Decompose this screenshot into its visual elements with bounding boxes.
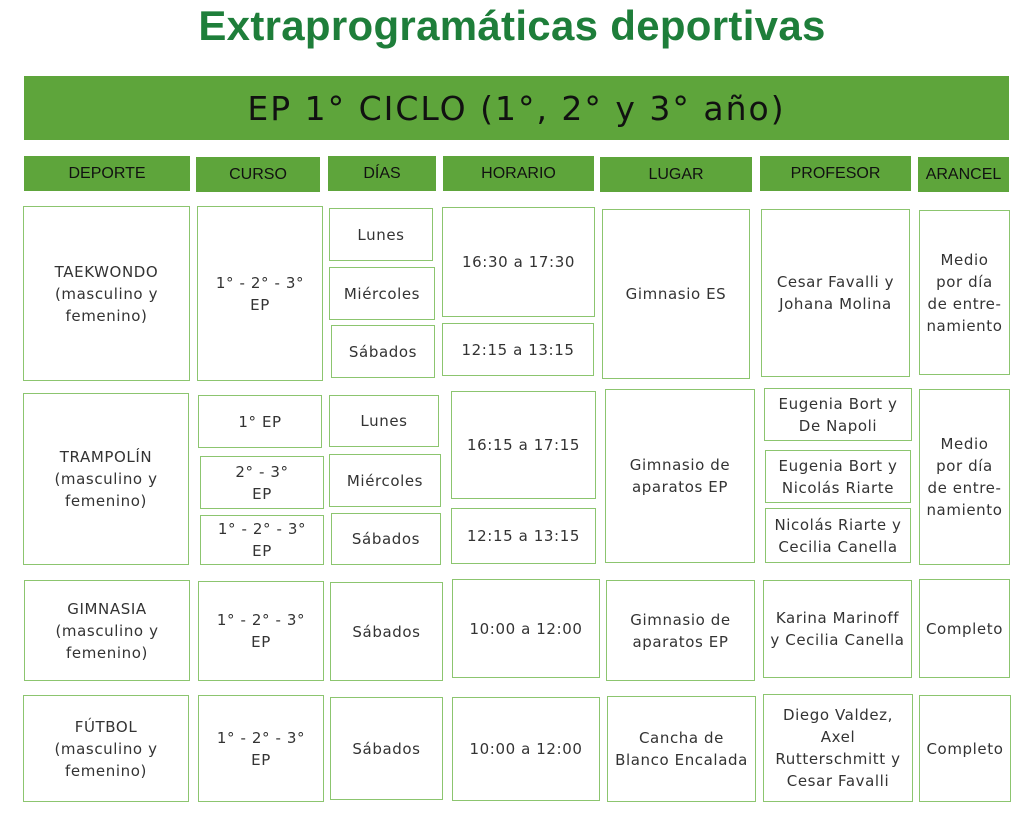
- header-profesor: PROFESOR: [760, 156, 911, 191]
- cell-arancel: Medio por día de entre- namiento: [919, 210, 1010, 375]
- cell-profesor: Nicolás Riarte y Cecilia Canella: [765, 508, 911, 563]
- header-dias: DÍAS: [328, 156, 436, 191]
- cell-curso: 1° - 2° - 3° EP: [200, 515, 324, 565]
- cell-deporte: FÚTBOL (masculino y femenino): [23, 695, 189, 802]
- cell-lugar: Gimnasio de aparatos EP: [606, 580, 755, 681]
- header-lugar: LUGAR: [600, 157, 752, 192]
- cell-profesor: Eugenia Bort y De Napoli: [764, 388, 912, 441]
- header-deporte: DEPORTE: [24, 156, 190, 191]
- cell-lugar: Gimnasio ES: [602, 209, 750, 379]
- cell-dia: Sábados: [330, 697, 443, 800]
- cell-profesor: Eugenia Bort y Nicolás Riarte: [765, 450, 911, 503]
- cell-dia: Sábados: [331, 513, 441, 565]
- cycle-banner: EP 1° CICLO (1°, 2° y 3° año): [24, 76, 1009, 140]
- cell-dia: Lunes: [329, 395, 439, 447]
- cell-horario: 10:00 a 12:00: [452, 697, 600, 801]
- cell-curso: 1° - 2° - 3° EP: [198, 581, 324, 681]
- cell-dia: Sábados: [330, 582, 443, 681]
- cell-dia: Miércoles: [329, 267, 435, 320]
- cell-lugar: Cancha de Blanco Encalada: [607, 696, 756, 802]
- cell-lugar: Gimnasio de aparatos EP: [605, 389, 755, 563]
- cell-profesor: Diego Valdez, Axel Rutterschmitt y Cesar Favalli: [763, 694, 913, 802]
- cell-profesor: Karina Marinoff y Cecilia Canella: [763, 580, 912, 678]
- cell-deporte: TAEKWONDO (masculino y femenino): [23, 206, 190, 381]
- cell-profesor: Cesar Favalli y Johana Molina: [761, 209, 910, 377]
- cell-curso: 1° EP: [198, 395, 322, 448]
- cell-arancel: Completo: [919, 695, 1011, 802]
- cell-horario: 10:00 a 12:00: [452, 579, 600, 678]
- page-title: Extraprogramáticas deportivas: [198, 2, 826, 49]
- cell-deporte: GIMNASIA (masculino y femenino): [24, 580, 190, 681]
- cell-horario: 12:15 a 13:15: [451, 508, 596, 564]
- cell-deporte: TRAMPOLÍN (masculino y femenino): [23, 393, 189, 565]
- cell-horario: 16:30 a 17:30: [442, 207, 595, 317]
- header-curso: CURSO: [196, 157, 320, 192]
- cell-curso: 1° - 2° - 3° EP: [197, 206, 323, 381]
- cell-arancel: Completo: [919, 579, 1010, 678]
- cell-arancel: Medio por día de entre- namiento: [919, 389, 1010, 565]
- cell-dia: Sábados: [331, 325, 435, 378]
- cell-curso: 1° - 2° - 3° EP: [198, 695, 324, 802]
- cell-dia: Lunes: [329, 208, 433, 261]
- cell-horario: 12:15 a 13:15: [442, 323, 594, 376]
- cell-dia: Miércoles: [329, 454, 441, 507]
- header-horario: HORARIO: [443, 156, 594, 191]
- cell-curso: 2° - 3° EP: [200, 456, 324, 509]
- header-arancel: ARANCEL: [918, 157, 1009, 192]
- cell-horario: 16:15 a 17:15: [451, 391, 596, 499]
